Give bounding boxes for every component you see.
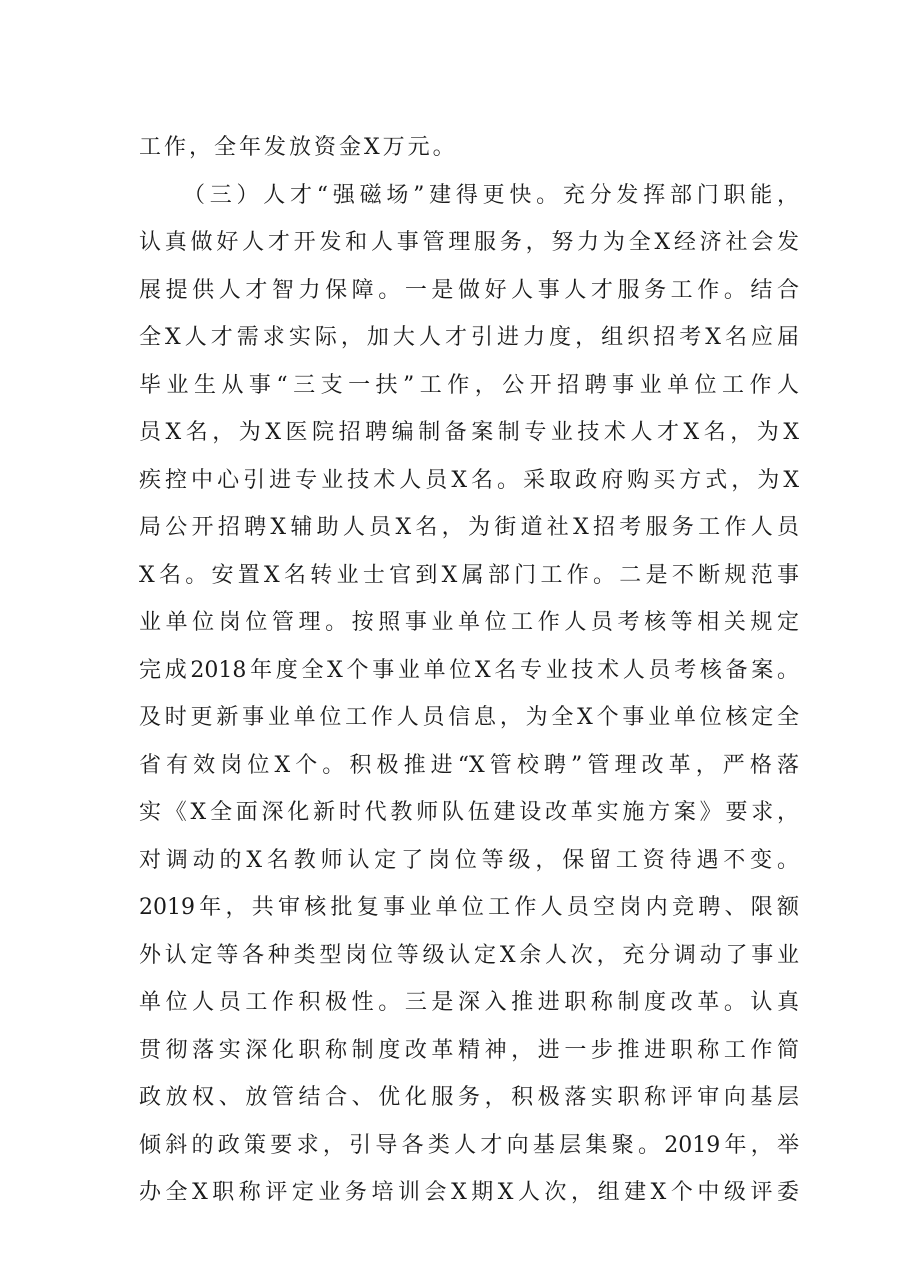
text-line: 毕业生从事“三支一扶”工作，公开招聘事业单位工作人 [139,372,799,398]
text-line: 员X名，为X医院招聘编制备案制专业技术人才X名，为X [139,420,799,445]
text-line: 工作，全年发放资金X万元。 [139,135,458,160]
text-line: 实《X全面深化新时代教师队伍建设改革实施方案》要求， [139,800,799,825]
text-line: 疾控中心引进专业技术人员X名。采取政府购买方式，为X [139,467,799,493]
text-line: 2019年，共审核批复事业单位工作人员空岗内竞聘、限额 [139,895,799,920]
text-line: 全X人才需求实际，加大人才引进力度，组织招考X名应届 [139,325,799,350]
body-text [139,124,799,1217]
section-heading-line: （三）人才“强磁场”建得更快。充分发挥部门职能， [183,182,799,208]
text-line: 对调动的X名教师认定了岗位等级，保留工资待遇不变。 [139,847,799,873]
text-line: 单位人员工作积极性。三是深入推进职称制度改革。认真 [139,990,799,1015]
text-line: 外认定等各种类型岗位等级认定X余人次，充分调动了事业 [139,942,799,968]
text-line: 省有效岗位X个。积极推进“X管校聘”管理改革，严格落 [139,752,799,778]
text-line: X名。安置X名转业士官到X属部门工作。二是不断规范事 [139,562,799,588]
text-line: 政放权、放管结合、优化服务，积极落实职称评审向基层 [139,1085,799,1110]
text-line: 倾斜的政策要求，引导各类人才向基层集聚。2019年，举 [139,1132,799,1158]
text-line: 展提供人才智力保障。一是做好人事人才服务工作。结合 [139,277,799,303]
text-line: 认真做好人才开发和人事管理服务，努力为全X经济社会发 [139,230,799,255]
text-line: 局公开招聘X辅助人员X名，为街道社X招考服务工作人员 [139,515,799,540]
text-line: 业单位岗位管理。按照事业单位工作人员考核等相关规定 [139,610,799,635]
text-line: 完成2018年度全X个事业单位X名专业技术人员考核备案。 [139,657,799,683]
text-line: 及时更新事业单位工作人员信息，为全X个事业单位核定全 [139,705,799,730]
text-line: 办全X职称评定业务培训会X期X人次，组建X个中级评委 [139,1180,799,1205]
text-line: 贯彻落实深化职称制度改革精神，进一步推进职称工作简 [139,1037,799,1063]
